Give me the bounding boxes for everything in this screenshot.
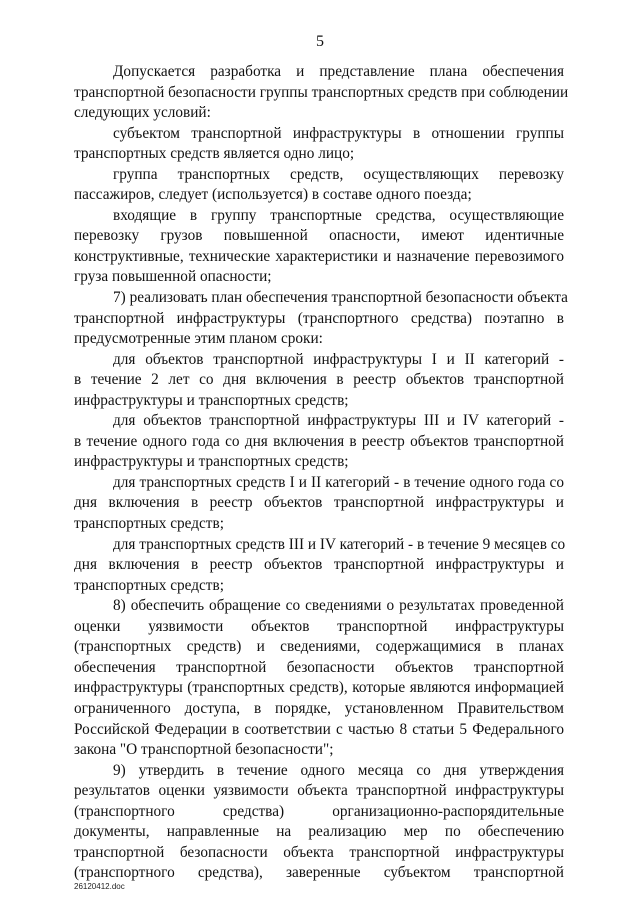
text-line: для объектов транспортной инфраструктуры III и IV категорий - bbox=[113, 412, 564, 430]
text-line: инфраструктуры и транспортных средств; bbox=[74, 453, 349, 471]
text-line: транспортных средств; bbox=[74, 576, 224, 594]
text-line: пассажиров, следует (используется) в составе одного поезда; bbox=[74, 186, 472, 204]
paragraph bbox=[74, 206, 564, 288]
text-line: оценки уязвимости объектов транспортной инфраструктуры bbox=[74, 617, 564, 635]
paragraph bbox=[74, 62, 569, 124]
text-line: группа транспортных средств, осуществляющих перевозку bbox=[113, 165, 564, 183]
paragraph bbox=[74, 411, 564, 473]
page-number: 5 bbox=[316, 33, 324, 50]
text-line: дня включения в реестр объектов транспортной инфраструктуры и bbox=[74, 556, 564, 574]
text-line: транспортной безопасности группы транспортных средств при соблюдении bbox=[74, 83, 569, 101]
text-line: закона "О транспортной безопасности"; bbox=[74, 741, 334, 759]
text-line: дня включения в реестр объектов транспортной инфраструктуры и bbox=[74, 494, 564, 512]
paragraph bbox=[74, 535, 564, 597]
text-line: (транспортных средств) и сведениями, содержащимися в планах bbox=[74, 638, 564, 656]
text-line: для транспортных средств III и IV категорий - в течение 9 месяцев со bbox=[113, 535, 566, 553]
document-file-code: 26120412.doc bbox=[74, 882, 125, 891]
text-line: 9) утвердить в течение одного месяца со дня утверждения bbox=[113, 761, 564, 779]
paragraph bbox=[74, 473, 564, 535]
text-line: (транспортного средства) организационно-распорядительные bbox=[74, 802, 564, 820]
text-line: обеспечения транспортной безопасности объектов транспортной bbox=[74, 658, 564, 676]
text-line: транспортных средств является одно лицо; bbox=[74, 145, 355, 163]
text-line: ограниченного доступа, в порядке, установленном Правительством bbox=[74, 699, 564, 717]
text-line: груза повышенной опасности; bbox=[74, 268, 272, 286]
text-line: транспортной безопасности объекта транспортной инфраструктуры bbox=[74, 843, 564, 861]
text-line: Российской Федерации в соответствии с частью 8 статьи 5 Федерального bbox=[74, 720, 564, 738]
text-line: результатов оценки уязвимости объекта транспортной инфраструктуры bbox=[74, 782, 564, 800]
paragraph bbox=[74, 350, 564, 412]
paragraph bbox=[74, 596, 564, 760]
text-line: документы, направленные на реализацию мер по обеспечению bbox=[74, 823, 564, 841]
paragraph bbox=[74, 165, 564, 206]
text-line: (транспортного средства), заверенные субъектом транспортной bbox=[74, 864, 564, 882]
text-line: предусмотренные этим планом сроки: bbox=[74, 330, 323, 348]
paragraph bbox=[74, 761, 564, 884]
text-line: субъектом транспортной инфраструктуры в отношении группы bbox=[113, 124, 564, 142]
text-line: для объектов транспортной инфраструктуры I и II категорий - bbox=[113, 350, 564, 368]
text-line: транспортной инфраструктуры (транспортного средства) поэтапно в bbox=[74, 309, 564, 327]
document-body bbox=[74, 62, 569, 884]
text-line: в течение 2 лет со дня включения в реестр объектов транспортной bbox=[74, 371, 564, 389]
text-line: 8) обеспечить обращение со сведениями о результатах проведенной bbox=[113, 597, 564, 615]
text-line: в течение одного года со дня включения в реестр объектов транспортной bbox=[74, 432, 564, 450]
text-line: инфраструктуры и транспортных средств; bbox=[74, 391, 349, 409]
text-line: для транспортных средств I и II категорий - в течение одного года со bbox=[113, 473, 564, 491]
paragraph bbox=[74, 288, 568, 350]
text-line: конструктивные, технические характеристики и назначение перевозимого bbox=[74, 247, 564, 265]
paragraph bbox=[74, 124, 564, 165]
text-line: следующих условий: bbox=[74, 104, 211, 122]
text-line: Допускается разработка и представление плана обеспечения bbox=[113, 63, 564, 80]
text-line: инфраструктуры (транспортных средств), которые являются информацией bbox=[74, 679, 564, 697]
text-line: входящие в группу транспортные средства, осуществляющие bbox=[113, 206, 564, 224]
text-line: перевозку грузов повышенной опасности, имеют идентичные bbox=[74, 227, 564, 245]
text-line: транспортных средств; bbox=[74, 515, 224, 533]
text-line: 7) реализовать план обеспечения транспортной безопасности объекта bbox=[113, 289, 568, 307]
